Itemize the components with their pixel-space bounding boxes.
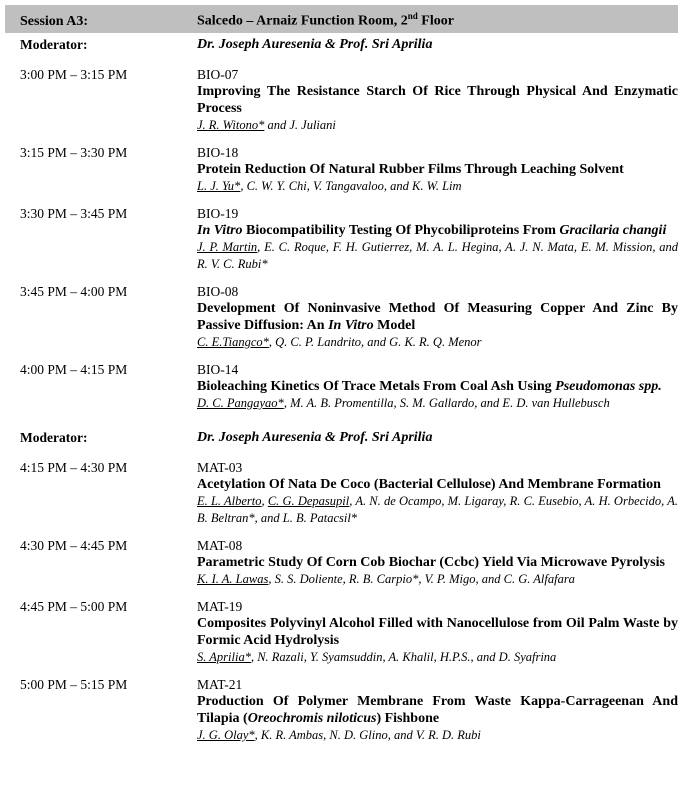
paper-title: In Vitro Biocompatibility Testing Of Phycobiliproteins From Gracilaria changii [197,222,667,238]
paper-details [197,144,678,195]
paper-code: MAT-19 [197,598,243,614]
paper-row [0,66,678,134]
session-label: Session A3: [20,13,89,29]
moderator-label: Moderator: [20,36,88,52]
paper-row [0,144,678,195]
paper-authors: J. G. Olay*, K. R. Ambas, N. D. Glino, and V. R. D. Rubi [197,727,481,742]
paper-row [0,205,678,273]
paper-row [0,676,678,744]
time-slot: 3:45 PM – 4:00 PM [20,283,128,299]
time-slot: 3:30 PM – 3:45 PM [20,205,128,221]
paper-code: BIO-08 [197,283,239,299]
schedule-body [0,36,678,744]
paper-title: Protein Reduction Of Natural Rubber Films Through Leaching Solvent [197,161,624,177]
paper-authors: J. P. Martin, E. C. Roque, F. H. Gutierrez, M. A. L. Hegina, A. J. N. Mata, E. M. Mission, and R. V. C. Rubi* [197,239,679,271]
time-slot: 4:15 PM – 4:30 PM [20,459,128,475]
paper-authors: K. I. A. Lawas, S. S. Doliente, R. B. Carpio*, V. P. Migo, and C. G. Alfafara [197,571,575,586]
paper-details [197,361,678,412]
paper-details [197,537,678,588]
paper-authors: E. L. Alberto, C. G. Depasupil, A. N. de Ocampo, M. Ligaray, R. C. Eusebio, A. H. Orbecido, A. B. Beltran*, and L. B. Patacsil* [197,493,679,525]
moderator-row [0,429,678,446]
paper-title: Production Of Polymer Membrane From Waste Kappa-Carrageenan And Tilapia (Oreochromis niloticus) Fishbone [197,693,678,726]
paper-row [0,283,678,351]
time-slot: 4:00 PM – 4:15 PM [20,361,128,377]
paper-title: Bioleaching Kinetics Of Trace Metals From Coal Ash Using Pseudomonas spp. [197,378,662,394]
paper-code: MAT-21 [197,676,243,692]
paper-row [0,537,678,588]
paper-code: BIO-19 [197,205,239,221]
paper-details [197,205,678,273]
paper-title: Development Of Noninvasive Method Of Measuring Copper And Zinc By Passive Diffusion: An In Vitro Model [197,300,678,333]
paper-title: Improving The Resistance Starch Of Rice Through Physical And Enzymatic Process [197,83,678,116]
time-slot: 3:15 PM – 3:30 PM [20,144,128,160]
paper-row [0,459,678,527]
paper-row [0,598,678,666]
time-slot: 4:30 PM – 4:45 PM [20,537,128,553]
paper-code: MAT-08 [197,537,243,553]
room-name: Salcedo – Arnaiz Function Room, 2nd Floor [197,11,454,29]
paper-details [197,66,678,134]
paper-title: Parametric Study Of Corn Cob Biochar (Ccbc) Yield Via Microwave Pyrolysis [197,554,665,570]
paper-authors: D. C. Pangayao*, M. A. B. Promentilla, S. M. Gallardo, and E. D. van Hullebusch [197,395,610,410]
paper-authors: J. R. Witono* and J. Juliani [197,117,336,132]
paper-title: Composites Polyvinyl Alcohol Filled with Nanocellulose from Oil Palm Waste by Formic Acid Hydrolysis [197,615,678,648]
paper-authors: S. Aprilia*, N. Razali, Y. Syamsuddin, A. Khalil, H.P.S., and D. Syafrina [197,649,557,664]
paper-code: MAT-03 [197,459,243,475]
moderator-label: Moderator: [20,429,88,445]
paper-authors: L. J. Yu*, C. W. Y. Chi, V. Tangavaloo, and K. W. Lim [197,178,462,193]
paper-details [197,598,678,666]
time-slot: 4:45 PM – 5:00 PM [20,598,128,614]
paper-code: BIO-07 [197,66,239,82]
paper-details [197,676,678,744]
session-header-bar [5,5,678,33]
paper-authors: C. E.Tiangco*, Q. C. P. Landrito, and G. K. R. Q. Menor [197,334,482,349]
paper-details [197,459,678,527]
time-slot: 3:00 PM – 3:15 PM [20,66,128,82]
paper-title: Acetylation Of Nata De Coco (Bacterial Cellulose) And Membrane Formation [197,476,661,492]
time-slot: 5:00 PM – 5:15 PM [20,676,128,692]
paper-row [0,361,678,412]
moderator-row [0,36,678,53]
paper-details [197,283,678,351]
moderator-name: Dr. Joseph Auresenia & Prof. Sri Aprilia [197,429,433,445]
paper-code: BIO-18 [197,144,239,160]
moderator-name: Dr. Joseph Auresenia & Prof. Sri Aprilia [197,36,433,52]
paper-code: BIO-14 [197,361,239,377]
